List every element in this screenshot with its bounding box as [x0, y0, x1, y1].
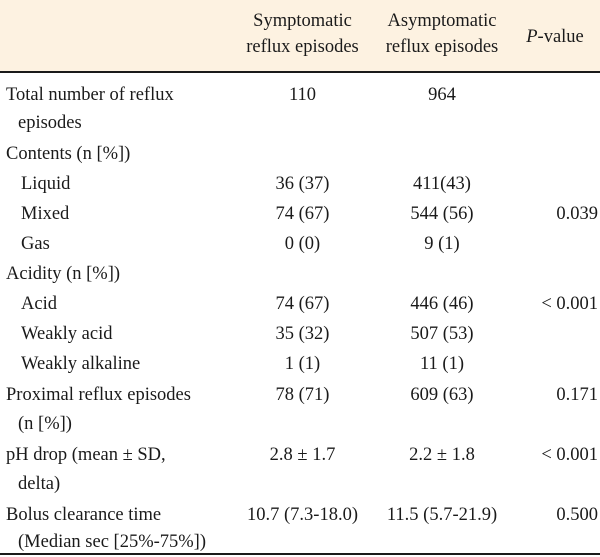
cell-gas-asym: 9 (1): [424, 234, 460, 254]
cell-acid-asym: 446 (46): [410, 294, 474, 314]
row-label-weakly-alkaline: Weakly alkaline: [21, 354, 141, 374]
row-label-proximal: Proximal reflux episodes: [6, 385, 191, 405]
cell-acid-sym: 74 (67): [275, 294, 330, 314]
row-label-weakly-acid: Weakly acid: [21, 324, 113, 344]
cell-gas-sym: 0 (0): [284, 234, 321, 254]
cell-weakly-acid-sym: 35 (32): [275, 324, 330, 344]
cell-contents-p: 0.039: [556, 204, 598, 224]
row-label-gas: Gas: [21, 234, 50, 254]
header-symptomatic: Symptomatic reflux episodes: [246, 11, 359, 57]
row-label-acid: Acid: [21, 294, 57, 314]
cell-proximal-p: 0.171: [556, 385, 598, 405]
row-label-mixed: Mixed: [21, 204, 70, 224]
cell-acidity-p: < 0.001: [541, 294, 598, 314]
row-label-liquid: Liquid: [21, 174, 71, 194]
cell-mixed-asym: 544 (56): [410, 204, 474, 224]
cell-ph-drop-asym: 2.2 ± 1.8: [409, 445, 475, 465]
cell-ph-drop-sym: 2.8 ± 1.7: [269, 445, 336, 465]
cell-proximal-asym: 609 (63): [410, 385, 474, 405]
row-label-proximal-cont: (n [%]): [18, 414, 72, 434]
cell-proximal-sym: 78 (71): [275, 385, 330, 405]
cell-bolus-asym: 11.5 (5.7-21.9): [386, 505, 498, 525]
cell-ph-drop-p: < 0.001: [541, 445, 598, 465]
section-acidity: Acidity (n [%]): [6, 264, 121, 284]
cell-bolus-p: 0.500: [556, 505, 598, 525]
row-label-bolus: Bolus clearance time: [6, 505, 162, 525]
header-asymptomatic: Asymptomatic reflux episodes: [385, 11, 499, 57]
row-label-bolus-cont: (Median sec [25%-75%]): [18, 532, 207, 552]
cell-weakly-acid-asym: 507 (53): [410, 324, 474, 344]
cell-liquid-asym: 411(43): [413, 174, 471, 194]
row-label-total-cont: episodes: [18, 113, 82, 133]
header-p-value: P-value: [526, 27, 584, 47]
cell-mixed-sym: 74 (67): [275, 204, 330, 224]
row-label-total: Total number of reflux: [6, 85, 174, 105]
header-divider: [0, 71, 600, 73]
cell-liquid-sym: 36 (37): [275, 174, 330, 194]
cell-total-asym: 964: [428, 85, 456, 105]
row-label-ph-drop: pH drop (mean ± SD,: [6, 445, 166, 465]
cell-total-sym: 110: [288, 85, 317, 105]
cell-weakly-alkaline-sym: 1 (1): [284, 354, 321, 374]
section-contents: Contents (n [%]): [6, 144, 131, 164]
cell-weakly-alkaline-asym: 11 (1): [419, 354, 464, 374]
cell-bolus-sym: 10.7 (7.3-18.0): [247, 505, 358, 525]
row-label-ph-drop-cont: delta): [18, 474, 61, 494]
